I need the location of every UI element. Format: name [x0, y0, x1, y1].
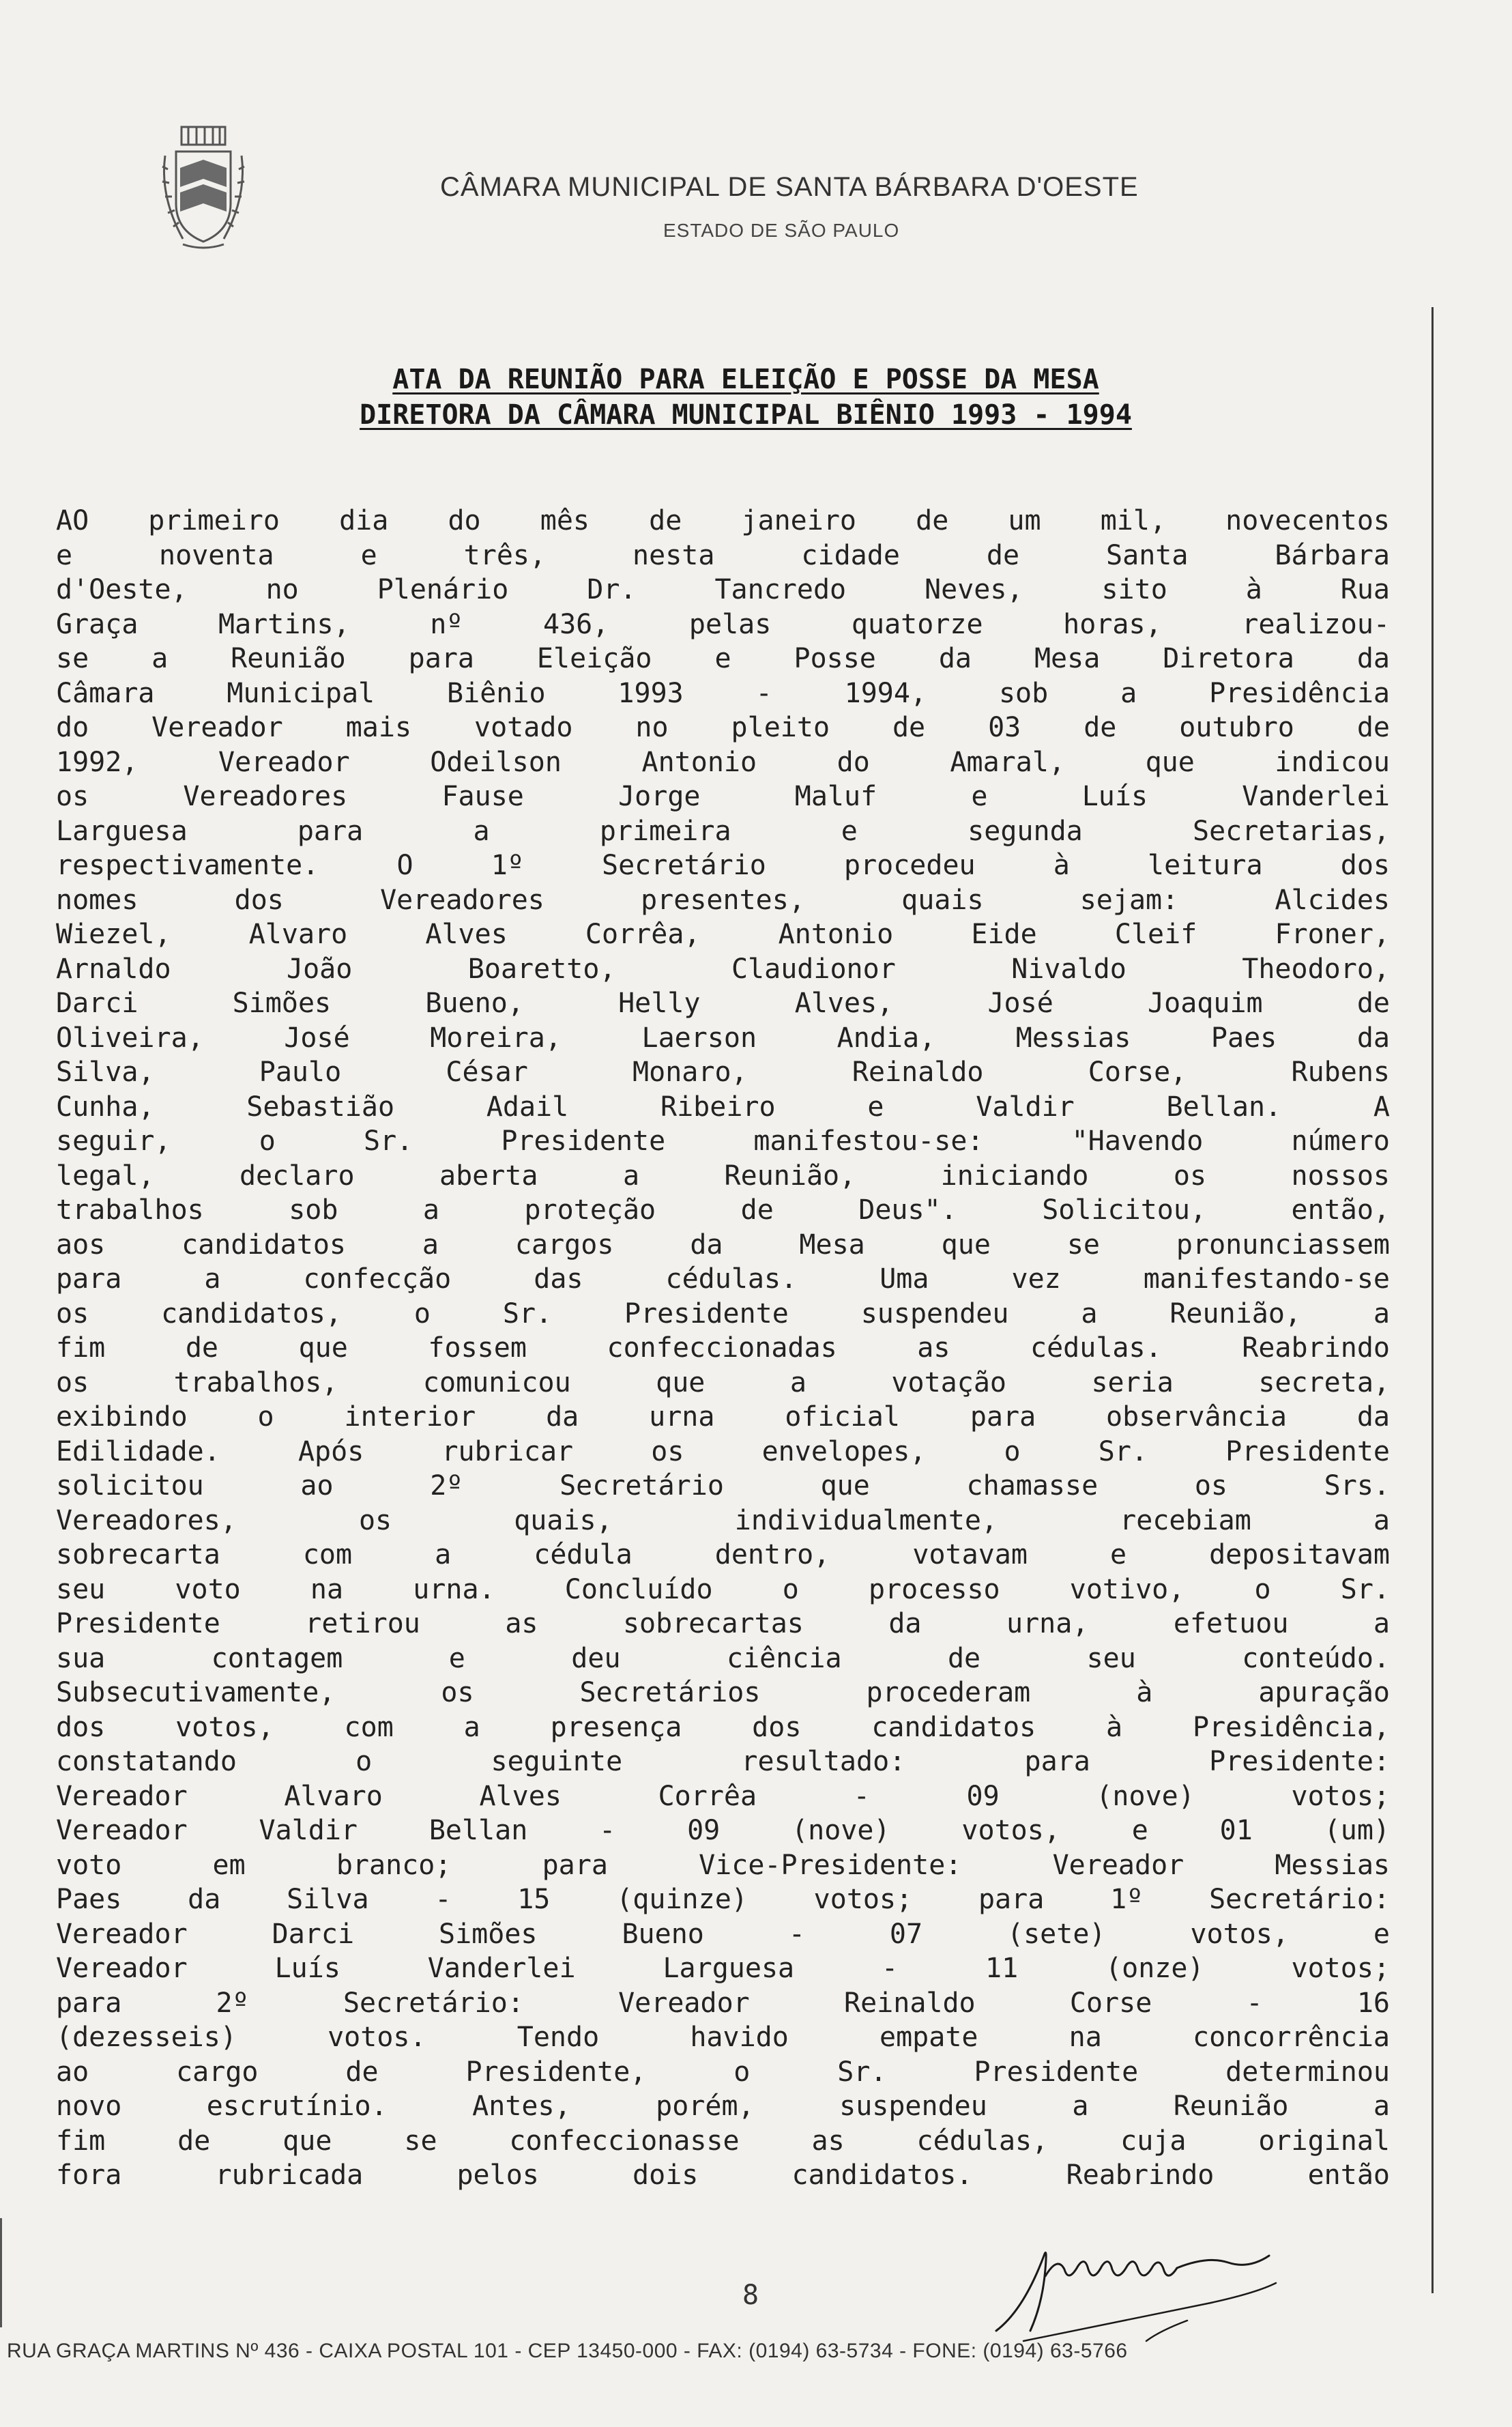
- minutes-line: Vereadores, os quais, individualmente, recebiam a: [56, 1504, 1390, 1536]
- minutes-line: Silva, Paulo César Monaro, Reinaldo Corse, Rubens: [56, 1057, 1390, 1088]
- minutes-line: e noventa e três, nesta cidade de Santa Bárbara: [56, 539, 1390, 571]
- minutes-line: Vereador Alvaro Alves Corrêa - 09 (nove) votos;: [56, 1780, 1390, 1812]
- document-title: [121, 362, 1370, 433]
- footer-address: RUA GRAÇA MARTINS Nº 436 - CAIXA POSTAL 101 - CEP 13450-000 - FAX: (0194) 63-5734 - FONE: (0194) 63-5766: [7, 2340, 1128, 2362]
- minutes-line: seguir, o Sr. Presidente manifestou-se: "Havendo número: [56, 1125, 1390, 1157]
- minutes-line: Graça Martins, nº 436, pelas quatorze horas, realizou-: [56, 608, 1390, 640]
- minutes-line: Cunha, Sebastião Adail Ribeiro e Valdir Bellan. A: [56, 1091, 1390, 1123]
- minutes-line: Câmara Municipal Biênio 1993 - 1994, sob a Presidência: [56, 677, 1390, 709]
- right-margin-rule: [1431, 307, 1434, 2293]
- minutes-line: os Vereadores Fause Jorge Maluf e Luís Vanderlei: [56, 781, 1390, 812]
- minutes-line: para a confecção das cédulas. Uma vez manifestando-se: [56, 1263, 1390, 1295]
- minutes-line: 1992, Vereador Odeilson Antonio do Amaral, que indicou: [56, 746, 1390, 778]
- minutes-body: [56, 504, 1390, 2193]
- minutes-line: respectivamente. O 1º Secretário procedeu à leitura dos: [56, 850, 1390, 881]
- minutes-line: novo escrutínio. Antes, porém, suspendeu a Reunião a: [56, 2091, 1390, 2122]
- minutes-line: Darci Simões Bueno, Helly Alves, José Joaquim de: [56, 988, 1390, 1019]
- minutes-line: trabalhos sob a proteção de Deus". Solicitou, então,: [56, 1194, 1390, 1226]
- minutes-line: para 2º Secretário: Vereador Reinaldo Corse - 16: [56, 1987, 1390, 2019]
- minutes-line: nomes dos Vereadores presentes, quais sejam: Alcides: [56, 884, 1390, 916]
- signature-mark: [983, 2228, 1310, 2344]
- minutes-line: constatando o seguinte resultado: para Presidente:: [56, 1746, 1390, 1777]
- minutes-line: ao cargo de Presidente, o Sr. Presidente determinou: [56, 2056, 1390, 2088]
- state-name: ESTADO DE SÃO PAULO: [663, 220, 900, 241]
- left-margin-rule: [0, 2218, 2, 2327]
- minutes-line: os trabalhos, comunicou que a votação seria secreta,: [56, 1366, 1390, 1398]
- minutes-line: Arnaldo João Boaretto, Claudionor Nivaldo Theodoro,: [56, 953, 1390, 985]
- minutes-line: seu voto na urna. Concluído o processo votivo, o Sr.: [56, 1573, 1390, 1605]
- minutes-line: Larguesa para a primeira e segunda Secretarias,: [56, 815, 1390, 847]
- minutes-line: do Vereador mais votado no pleito de 03 de outubro de: [56, 712, 1390, 743]
- minutes-line: fim de que se confeccionasse as cédulas, cuja original: [56, 2125, 1390, 2157]
- minutes-line: dos votos, com a presença dos candidatos à Presidência,: [56, 1711, 1390, 1743]
- page-number: 8: [742, 2280, 759, 2311]
- minutes-line: AO primeiro dia do mês de janeiro de um mil, novecentos: [56, 505, 1390, 536]
- minutes-line: Vereador Luís Vanderlei Larguesa - 11 (onze) votos;: [56, 1953, 1390, 1984]
- minutes-line: sobrecarta com a cédula dentro, votavam e depositavam: [56, 1539, 1390, 1570]
- title-line-1: ATA DA REUNIÃO PARA ELEIÇÃO E POSSE DA MESA: [392, 364, 1099, 395]
- minutes-line: os candidatos, o Sr. Presidente suspendeu a Reunião, a: [56, 1297, 1390, 1330]
- minutes-line: exibindo o interior da urna oficial para observância da: [56, 1401, 1390, 1433]
- minutes-line: Vereador Darci Simões Bueno - 07 (sete) votos, e: [56, 1918, 1390, 1950]
- minutes-line: se a Reunião para Eleição e Posse da Mesa Diretora da: [56, 643, 1390, 674]
- municipal-crest-icon: [156, 121, 251, 251]
- minutes-line: Paes da Silva - 15 (quinze) votos; para 1º Secretário:: [56, 1884, 1390, 1915]
- minutes-line: (dezesseis) votos. Tendo havido empate na concorrência: [56, 2022, 1390, 2053]
- institution-name: CÂMARA MUNICIPAL DE SANTA BÁRBARA D'OESTE: [440, 172, 1139, 202]
- minutes-line: Subsecutivamente, os Secretários procederam à apuração: [56, 1677, 1390, 1708]
- title-line-2: DIRETORA DA CÂMARA MUNICIPAL BIÊNIO 1993 - 1994: [360, 399, 1132, 431]
- minutes-line: fora rubricada pelos dois candidatos. Reabrindo então: [56, 2159, 1390, 2191]
- minutes-line: Edilidade. Após rubricar os envelopes, o Sr. Presidente: [56, 1435, 1390, 1467]
- minutes-line: solicitou ao 2º Secretário que chamasse os Srs.: [56, 1470, 1390, 1502]
- minutes-line: Presidente retirou as sobrecartas da urna, efetuou a: [56, 1608, 1390, 1639]
- minutes-line: fim de que fossem confeccionadas as cédulas. Reabrindo: [56, 1332, 1390, 1364]
- minutes-line: Wiezel, Alvaro Alves Corrêa, Antonio Eide Cleif Froner,: [56, 919, 1390, 950]
- minutes-line: Oliveira, José Moreira, Laerson Andia, Messias Paes da: [56, 1022, 1390, 1054]
- minutes-line: voto em branco; para Vice-Presidente: Vereador Messias: [56, 1849, 1390, 1881]
- minutes-line: sua contagem e deu ciência de seu conteúdo.: [56, 1642, 1390, 1674]
- minutes-line: Vereador Valdir Bellan - 09 (nove) votos, e 01 (um): [56, 1815, 1390, 1846]
- minutes-line: legal, declaro aberta a Reunião, iniciando os nossos: [56, 1160, 1390, 1192]
- minutes-line: aos candidatos a cargos da Mesa que se pronunciassem: [56, 1229, 1390, 1261]
- minutes-line: d'Oeste, no Plenário Dr. Tancredo Neves, sito à Rua: [56, 574, 1390, 605]
